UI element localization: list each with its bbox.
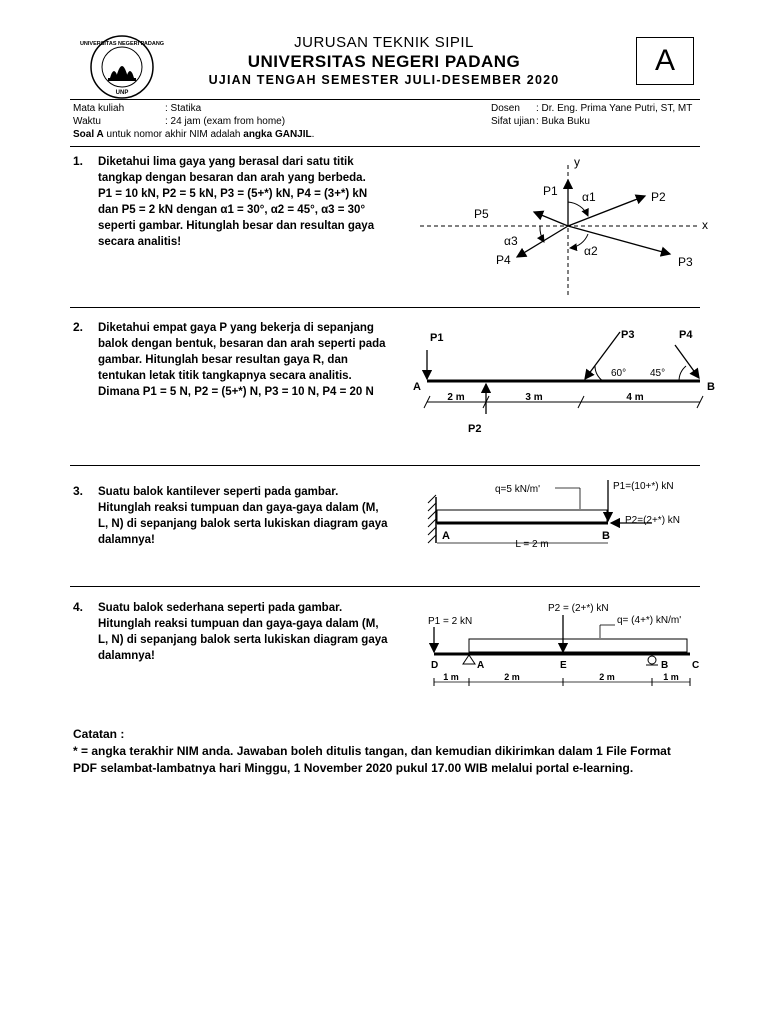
q2-dim-2: 3 m [525,392,543,403]
q1-label-p1: P1 [543,184,558,198]
q4-label-p1: P1 = 2 kN [428,616,473,627]
logo-text: UNIVERSITAS NEGERI PADANG [79,41,165,47]
q3-line: Hitunglah reaksi tumpuan dan gaya-gaya dalam (M, [98,502,379,514]
soal-prefix: Soal A [73,129,104,140]
q3-label-b: B [602,530,610,542]
q2-line: Diketahui empat gaya P yang bekerja di sepanjang [98,322,374,334]
q3-label-q: q=5 kN/m' [495,484,540,495]
q2-label-p1: P1 [430,332,444,344]
q4-line: Hitunglah reaksi tumpuan dan gaya-gaya dalam (M, [98,618,379,630]
exam-title: UJIAN TENGAH SEMESTER JULI-DESEMBER 2020 [208,73,560,87]
q4-simple-beam-diagram [420,597,720,692]
q2-label-a: A [413,381,421,393]
q3-text [98,484,418,548]
version-box [636,37,694,85]
q4-line: L, N) di sepanjang balok serta lukiskan diagram gaya [98,634,388,646]
q4-label-b: B [661,660,669,671]
q1-label-p4: P4 [496,253,511,267]
q4-label-a: A [477,660,485,671]
q3-line: dalamnya! [98,534,155,546]
time-value: : 24 jam (exam from home) [165,116,286,127]
notes-line: PDF selambat-lambatnya hari Minggu, 1 November 2020 pukul 17.00 WIB melalui portal e-learning. [73,761,634,775]
q1-line: dan P5 = 2 kN dengan α1 = 30°, α2 = 45°, α3 = 30° [98,204,366,216]
q2-dim-1: 2 m [447,392,465,403]
q2-label-b: B [707,381,715,393]
soal-mid: untuk nomor akhir NIM adalah [103,129,244,140]
q1-number: 1. [73,154,84,168]
q3-label-p1: P1=(10+*) kN [613,481,674,492]
q2-line: balok dengan bentuk, besaran dan arah seperti pada [98,338,386,350]
divider [70,586,700,587]
q4-line: Suatu balok sederhana seperti pada gambar. [98,602,343,614]
notes-line: * = angka terakhir NIM anda. Jawaban boleh ditulis tangan, dan kemudian dikirimkan dalam 1 File Format [73,744,671,758]
q1-text [98,154,418,250]
department-title: JURUSAN TEKNIK SIPIL [294,34,474,51]
q1-label-a3: α3 [504,234,518,248]
q2-label-p4: P4 [679,329,693,341]
course-label: Mata kuliah [73,103,125,114]
q4-label-q: q= (4+*) kN/m' [617,615,682,626]
q1-label-a1: α1 [582,190,596,204]
q3-label-len: L = 2 m [515,539,549,550]
logo-sub: UNP [115,90,129,96]
q1-label-a2: α2 [584,244,598,258]
q1-line: secara analitis! [98,236,182,248]
q2-label-p3: P3 [621,329,635,341]
q2-number: 2. [73,320,84,334]
lecturer-label: Dosen [491,103,520,114]
divider [70,465,700,466]
course-value: : Statika [165,103,202,114]
q4-span-1: 1 m [443,672,459,682]
q2-text [98,320,418,400]
q2-line: tentukan letak titik tangkapnya secara analitis. [98,370,352,382]
q2-line: gambar. Hitunglah besar resultan gaya R, dan [98,354,348,366]
q2-dim-3: 4 m [626,392,644,403]
divider [70,307,700,308]
q3-label-a: A [442,530,450,542]
q1-axis-x: x [702,218,708,232]
q2-label-60: 60° [611,368,627,379]
soal-note [73,129,314,140]
q1-force-diagram [420,150,720,300]
q4-label-p2: P2 = (2+*) kN [548,603,609,614]
q4-span-4: 1 m [663,672,679,682]
q4-text [98,600,418,664]
q4-span-3: 2 m [599,672,615,682]
nature-label: Sifat ujian [491,116,535,127]
q1-axis-y: y [574,155,580,169]
q3-cantilever-diagram [420,475,720,555]
q4-label-c: C [692,660,700,671]
version-letter: A [654,44,675,77]
q4-label-e: E [560,660,567,671]
q4-label-d: D [431,660,439,671]
q4-span-2: 2 m [504,672,520,682]
divider [70,146,700,147]
divider [70,99,700,100]
q2-line: Dimana P1 = 5 N, P2 = (5+*) N, P3 = 10 N, P4 = 20 N [98,386,374,398]
q3-line: L, N) di sepanjang balok serta lukiskan diagram gaya [98,518,388,530]
q1-line: P1 = 10 kN, P2 = 5 kN, P3 = (5+*) kN, P4 = (3+*) kN [98,188,368,200]
soal-bold: angka GANJIL [243,129,312,140]
soal-end: . [311,129,315,140]
q4-line: dalamnya! [98,650,155,662]
q1-label-p2: P2 [651,190,666,204]
lecturer-value: : Dr. Eng. Prima Yane Putri, ST, MT [536,103,693,114]
q1-label-p5: P5 [474,207,489,221]
notes-title: Catatan : [73,727,125,741]
q2-label-45: 45° [650,368,666,379]
q2-beam-diagram [405,322,725,440]
q4-number: 4. [73,600,84,614]
q1-line: tangkap dengan besaran dan arah yang berbeda. [98,172,366,184]
q1-line: Diketahui lima gaya yang berasal dari satu titik [98,156,354,168]
q1-label-p3: P3 [678,255,693,269]
time-label: Waktu [73,116,101,127]
q1-line: seperti gambar. Hitunglah besar dan resultan gaya [98,220,375,232]
q3-line: Suatu balok kantilever seperti pada gambar. [98,486,339,498]
university-title: UNIVERSITAS NEGERI PADANG [247,52,521,71]
notes [73,726,713,777]
q3-label-p2: P2=(2+*) kN [625,515,681,526]
nature-value: : Buka Buku [536,116,590,127]
q3-number: 3. [73,484,84,498]
q2-label-p2: P2 [468,423,482,435]
